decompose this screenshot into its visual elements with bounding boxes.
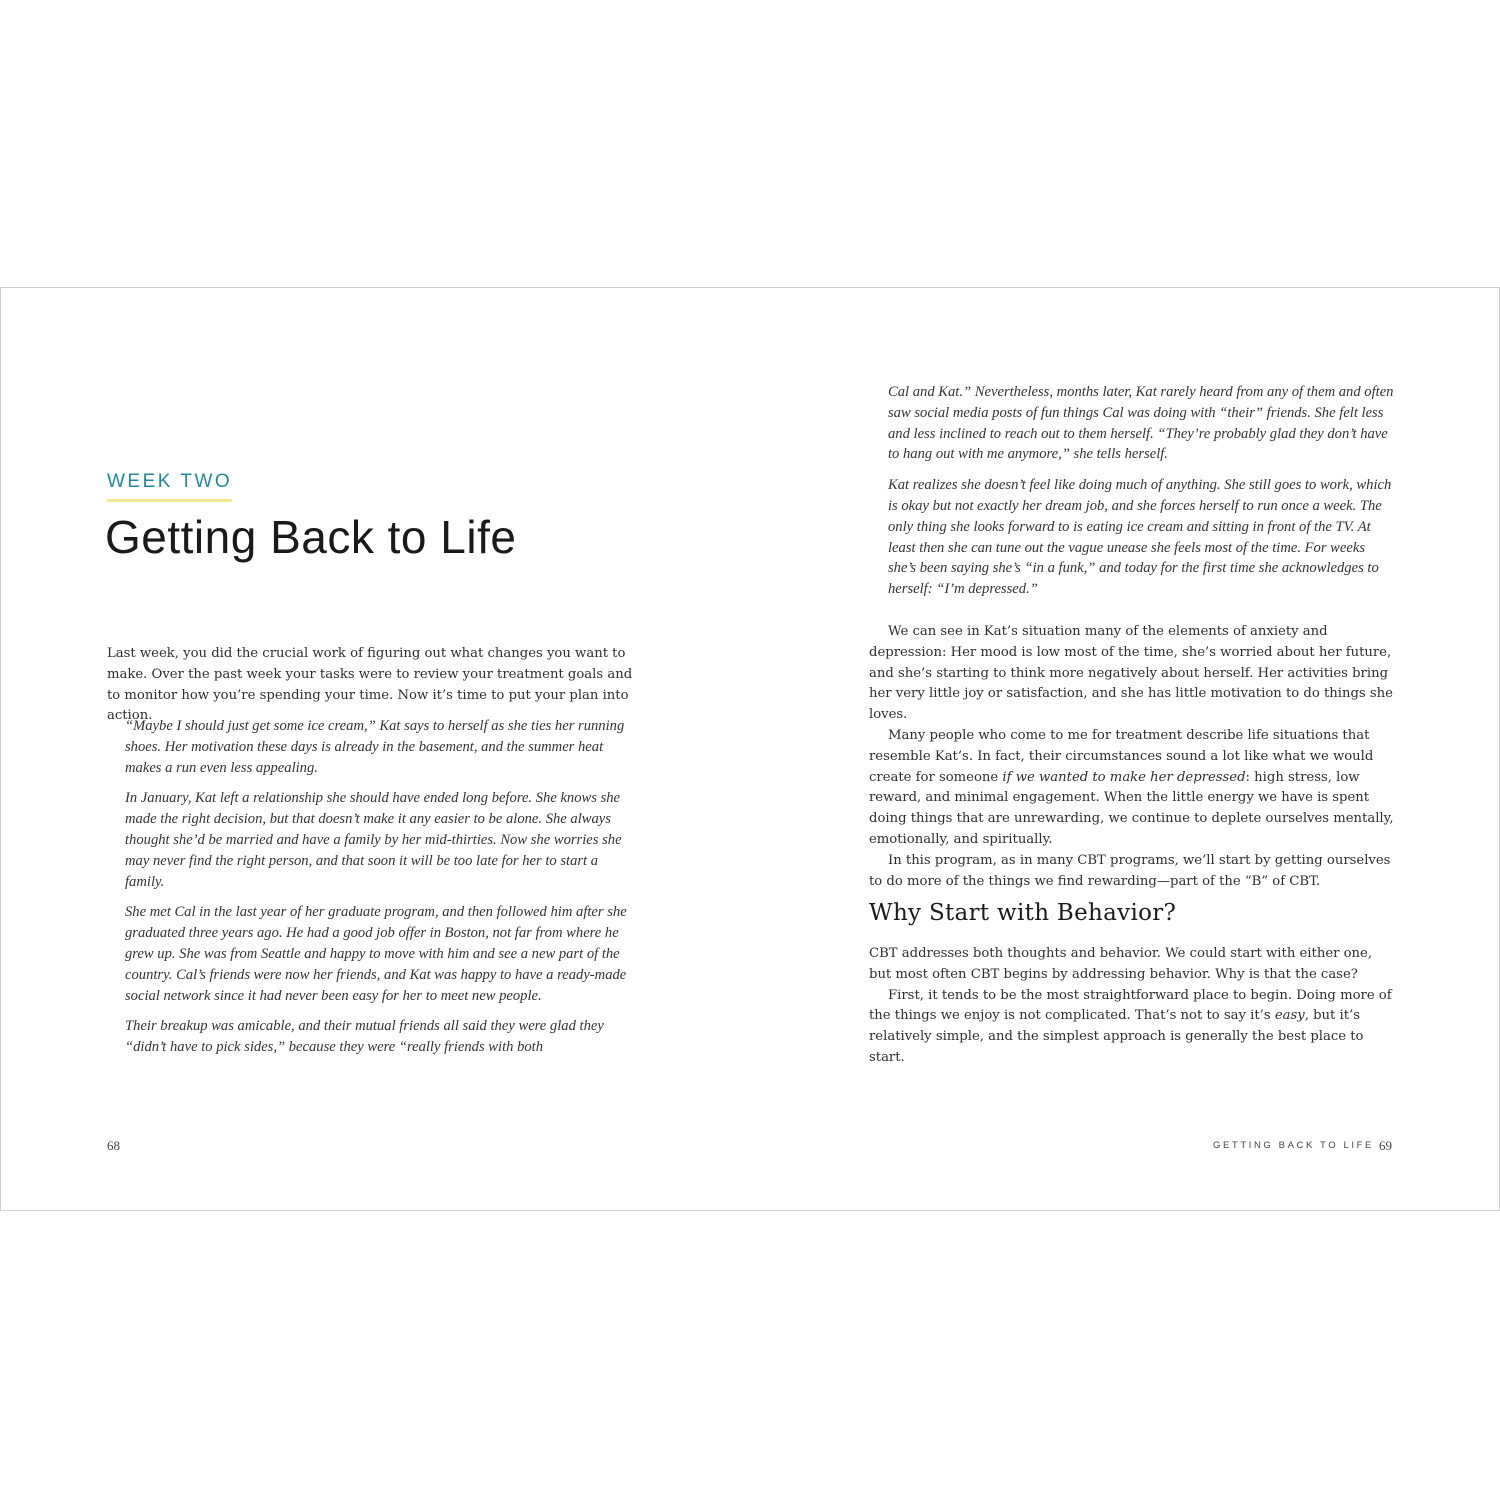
body-paragraph: Many people who come to me for treatment describe life situations that resemble Kat’s. In fact, their circumstances sound a lot like what we would create for someone if we wanted to make her depressed: high stress, low reward, and minimal engagement. When the little energy we have is spent doing things that are unrewarding, we continue to deplete ourselves mentally, emotionally, and spiritually. [869,727,1394,847]
intro-paragraph: Last week, you did the crucial work of figuring out what changes you want to make. Over the past week your tasks were to review your treatment goals and to monitor how you’re spending your time. Now it’s time to put your plan into action. [107,646,633,724]
book-spread [0,287,1500,1211]
story-paragraph: In January, Kat left a relationship she should have ended long before. She knows she made the right decision, but that doesn’t make it any easier to be alone. She always thought she’d be married and have a family by her mid-thirties. Now she worries she may never find the right person, and that soon it will be too late for her to start a family. [125,790,622,890]
page-number: 69 [1379,1138,1392,1153]
story-paragraph: Their breakup was amicable, and their mutual friends all said they were glad they “didn’t have to pick sides,” because they were “really friends with both [125,1018,604,1056]
week-label: WEEK TWO [107,471,232,502]
section-heading: Why Start with Behavior? [869,900,1177,926]
right-page [750,288,1499,1210]
emphasis: easy [1274,1008,1305,1024]
left-page [1,288,749,1210]
story-paragraph: Cal and Kat.” Nevertheless, months later, Kat rarely heard from any of them and often saw social media posts of fun things Cal was doing with “their” friends. She felt less and less inclined to reach out to them herself. “They’re probably glad they don’t have to hang out with me anymore,” she tells herself. [888,384,1394,463]
body-paragraph: CBT addresses both thoughts and behavior. We could start with either one, but most often CBT begins by addressing behavior. Why is that the case? [869,946,1373,982]
body-paragraph: We can see in Kat’s situation many of the elements of anxiety and depression: Her mood is low most of the time, she’s worried about her future, and she’s starting to think more negatively about herself. Her activities bring her very little joy or satisfaction, and she has little motivation to do things she loves. [869,624,1393,723]
running-head: GETTING BACK TO LIFE [1213,1140,1374,1151]
story-excerpt [125,716,637,1058]
section-body [869,944,1396,1069]
story-paragraph: She met Cal in the last year of her graduate program, and then followed him after she graduated three years ago. He had a good job offer in Boston, not far from where he grew up. She was from Seattle and happy to move with him and see a new part of the country. Cal’s friends were now her friends, and Kat was happy to have a ready-made social network since it had never been easy for her to meet new people. [125,904,627,1004]
chapter-title: Getting Back to Life [105,511,517,563]
page-number: 68 [107,1138,120,1153]
story-continuation [888,382,1396,600]
body-section [869,622,1396,892]
story-paragraph: Kat realizes she doesn’t feel like doing much of anything. She still goes to work, which is okay but not exactly her dream job, and she forces herself to run once a week. The only thing she looks forward to is eating ice cream and sitting in front of the TV. At least then she can tune out the vague unease she feels most of the time. For weeks she’s been saying she’s “in a funk,” and today for the first time she acknowledges to herself: “I’m depressed.” [888,477,1392,598]
body-paragraph: In this program, as in many CBT programs, we’ll start by getting ourselves to do more of the things we find rewarding—part of the “B” of CBT. [869,852,1391,889]
body-paragraph: First, it tends to be the most straightforward place to begin. Doing more of the things we enjoy is not complicated. That’s not to say it’s easy, but it’s relatively simple, and the simplest approach is generally the best place to start. [869,987,1392,1065]
emphasis: if we wanted to make her depressed [1002,769,1246,785]
story-paragraph: “Maybe I should just get some ice cream,” Kat says to herself as she ties her running shoes. Her motivation these days is already in the basement, and the summer heat makes a run even less appealing. [125,718,625,776]
